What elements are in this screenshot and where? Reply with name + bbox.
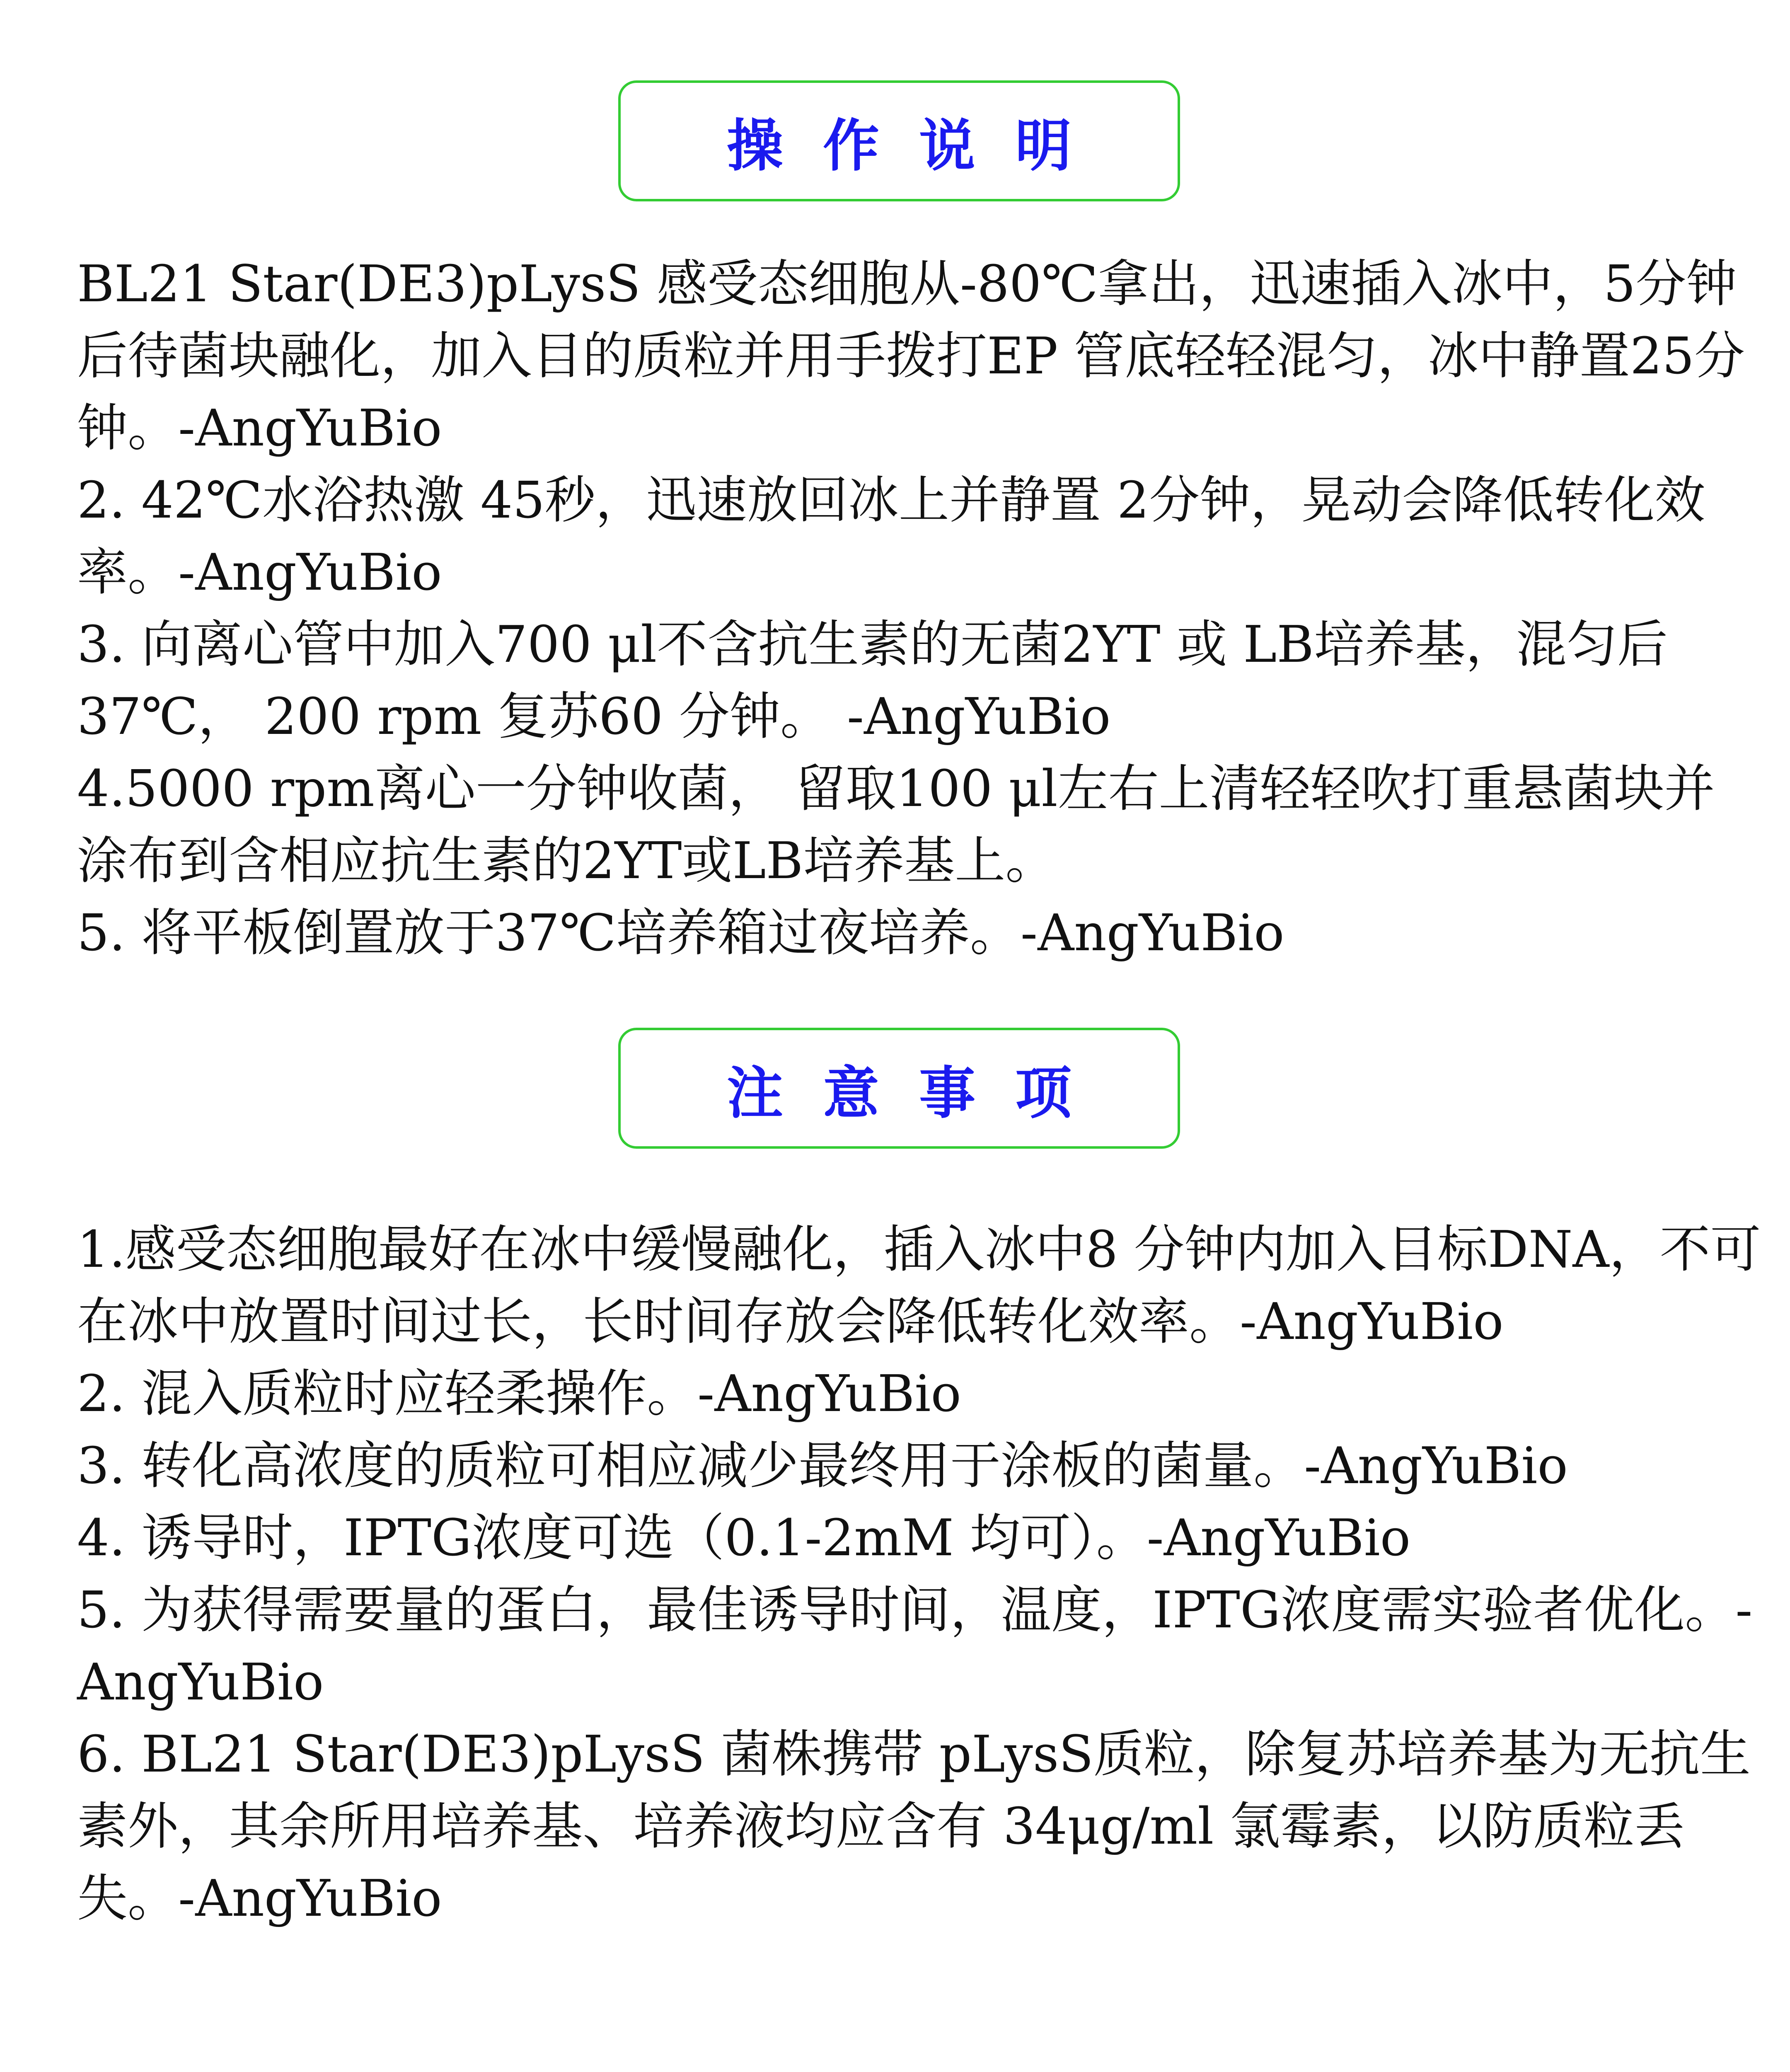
instruction-step: 3. 向离心管中加入700 μl不含抗生素的无菌2YT 或 LB培养基，混匀后37℃， 200 rpm 复苏60 分钟。 -AngYuBio — [77, 615, 1668, 746]
note-item: 3. 转化高浓度的质粒可相应减少最终用于涂板的菌量。-AngYuBio — [77, 1436, 1568, 1495]
heading-notes-text: 注意事项 — [727, 1060, 1111, 1126]
notes-body — [77, 1213, 1763, 1934]
instruction-step: 4.5000 rpm离心一分钟收菌， 留取100 μl左右上清轻轻吹打重悬菌块并涂布到含相应抗生素的2YT或LB培养基上。 — [77, 759, 1715, 890]
instructions-body — [77, 248, 1763, 969]
section-heading-notes — [618, 1028, 1180, 1149]
note-item: 1.感受态细胞最好在冰中缓慢融化，插入冰中8 分钟内加入目标DNA，不可在冰中放置时间过长，长时间存放会降低转化效率。-AngYuBio — [77, 1220, 1761, 1351]
instruction-step: BL21 Star(DE3)pLysS 感受态细胞从-80℃拿出，迅速插入冰中，5分钟后待菌块融化，加入目的质粒并用手拨打EP 管底轻轻混匀，冰中静置25分钟。-AngYuBio — [77, 254, 1745, 457]
note-item: 2. 混入质粒时应轻柔操作。-AngYuBio — [77, 1364, 961, 1423]
section-heading-instructions — [618, 80, 1180, 201]
note-item: 6. BL21 Star(DE3)pLysS 菌株携带 pLysS质粒，除复苏培养基为无抗生素外，其余所用培养基、培养液均应含有 34μg/ml 氯霉素，以防质粒丢失。-AngYuBio — [77, 1725, 1751, 1928]
note-item: 4. 诱导时，IPTG浓度可选（0.1-2mM 均可）。-AngYuBio — [77, 1508, 1411, 1567]
note-item: 5. 为获得需要量的蛋白，最佳诱导时间，温度，IPTG浓度需实验者优化。-AngYuBio — [77, 1581, 1753, 1711]
instruction-step: 5. 将平板倒置放于37℃培养箱过夜培养。-AngYuBio — [77, 903, 1284, 962]
heading-instructions-text: 操作说明 — [727, 113, 1111, 179]
instruction-step: 2. 42℃水浴热激 45秒，迅速放回冰上并静置 2分钟，晃动会降低转化效率。-AngYuBio — [77, 471, 1705, 602]
